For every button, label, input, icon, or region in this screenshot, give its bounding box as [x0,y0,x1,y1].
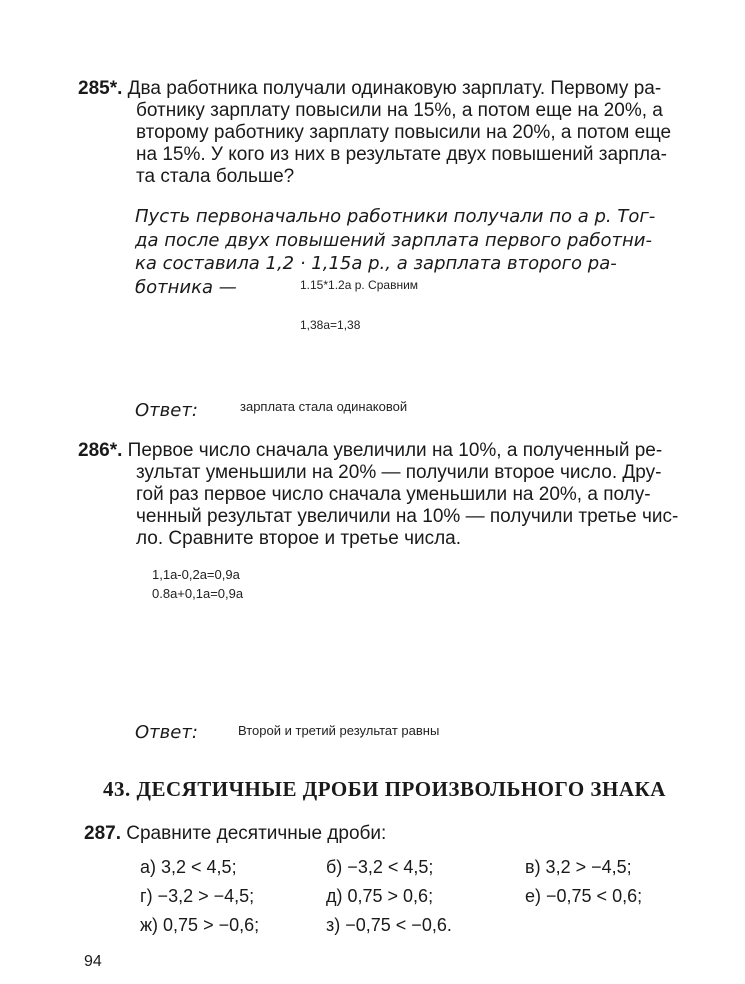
task-285-line-1: 285*. Два работника получали одинаковую зарплату. Первому ра- [78,78,662,99]
task-286-line-4: ченный результат увеличили на 10% — получили третье чис- [136,506,679,527]
handwritten-285-2: 1,38a=1,38 [300,318,361,332]
task-287-prompt: Сравните десятичные дроби: [126,823,387,844]
answer-label-286: Ответ: [135,722,198,743]
solution-line-3: ка составила 1,2 · 1,15a р., а зарплата второго ра- [135,253,617,274]
task-287-number: 287. [84,823,121,844]
item-zh: ж) 0,75 > −0,6; [140,915,260,935]
handwritten-286-1: 1,1a-0,2a=0,9a [152,567,240,582]
task-287-header [84,823,386,845]
task-285-line-5: та стала больше? [136,166,295,187]
task-285-number: 285*. [78,78,123,99]
solution-line-4: ботника — [135,276,237,298]
task-285-line-2: ботнику зарплату повысили на 15%, а потом еще на 20%, а [136,100,663,121]
task-285 [78,78,718,188]
answer-value-285: зарплата стала одинаковой [240,399,408,414]
task-286-line-5: ло. Сравните второе и третье числа. [136,528,462,549]
answer-label-285: Ответ: [135,400,198,421]
solution-line-2: да после двух повышений зарплата первого работни- [135,229,652,251]
item-v: в) 3,2 > −4,5; [525,857,632,877]
task-286-number: 286*. [78,440,123,461]
section-title: 43. ДЕСЯТИЧНЫЕ ДРОБИ ПРОИЗВОЛЬНОГО ЗНАКА [103,777,666,801]
item-e: е) −0,75 < 0,6; [525,886,643,906]
item-d: д) 0,75 > 0,6; [326,886,434,906]
task-285-line-4: на 15%. У кого из них в результате двух повышений зарпла- [136,144,667,165]
answer-value-286: Второй и третий результат равны [238,723,440,738]
task-286 [78,440,718,550]
task-286-line-2: зультат уменьшили на 20% — получили второе число. Дру- [136,462,662,483]
item-a: а) 3,2 < 4,5; [140,857,237,877]
handwritten-286-2: 0.8a+0,1a=0,9a [152,586,244,601]
item-b: б) −3,2 < 4,5; [326,857,434,877]
solution-line-1: Пусть первоначально работники получали по a р. Тог- [135,206,656,227]
item-g: г) −3,2 > −4,5; [140,886,255,906]
task-286-line-1: 286*. Первое число сначала увеличили на 10%, а полученный ре- [78,440,663,461]
task-286-line-3: гой раз первое число сначала уменьшили на 20%, а полу- [136,484,651,505]
task-285-solution [135,205,720,299]
handwritten-285-1: 1.15*1.2a р. Сравним [300,278,419,292]
page-number: 94 [84,953,102,970]
task-285-line-3: второму работнику зарплату повысили на 20%, а потом еще [136,122,672,143]
item-z: з) −0,75 < −0,6. [326,915,452,935]
